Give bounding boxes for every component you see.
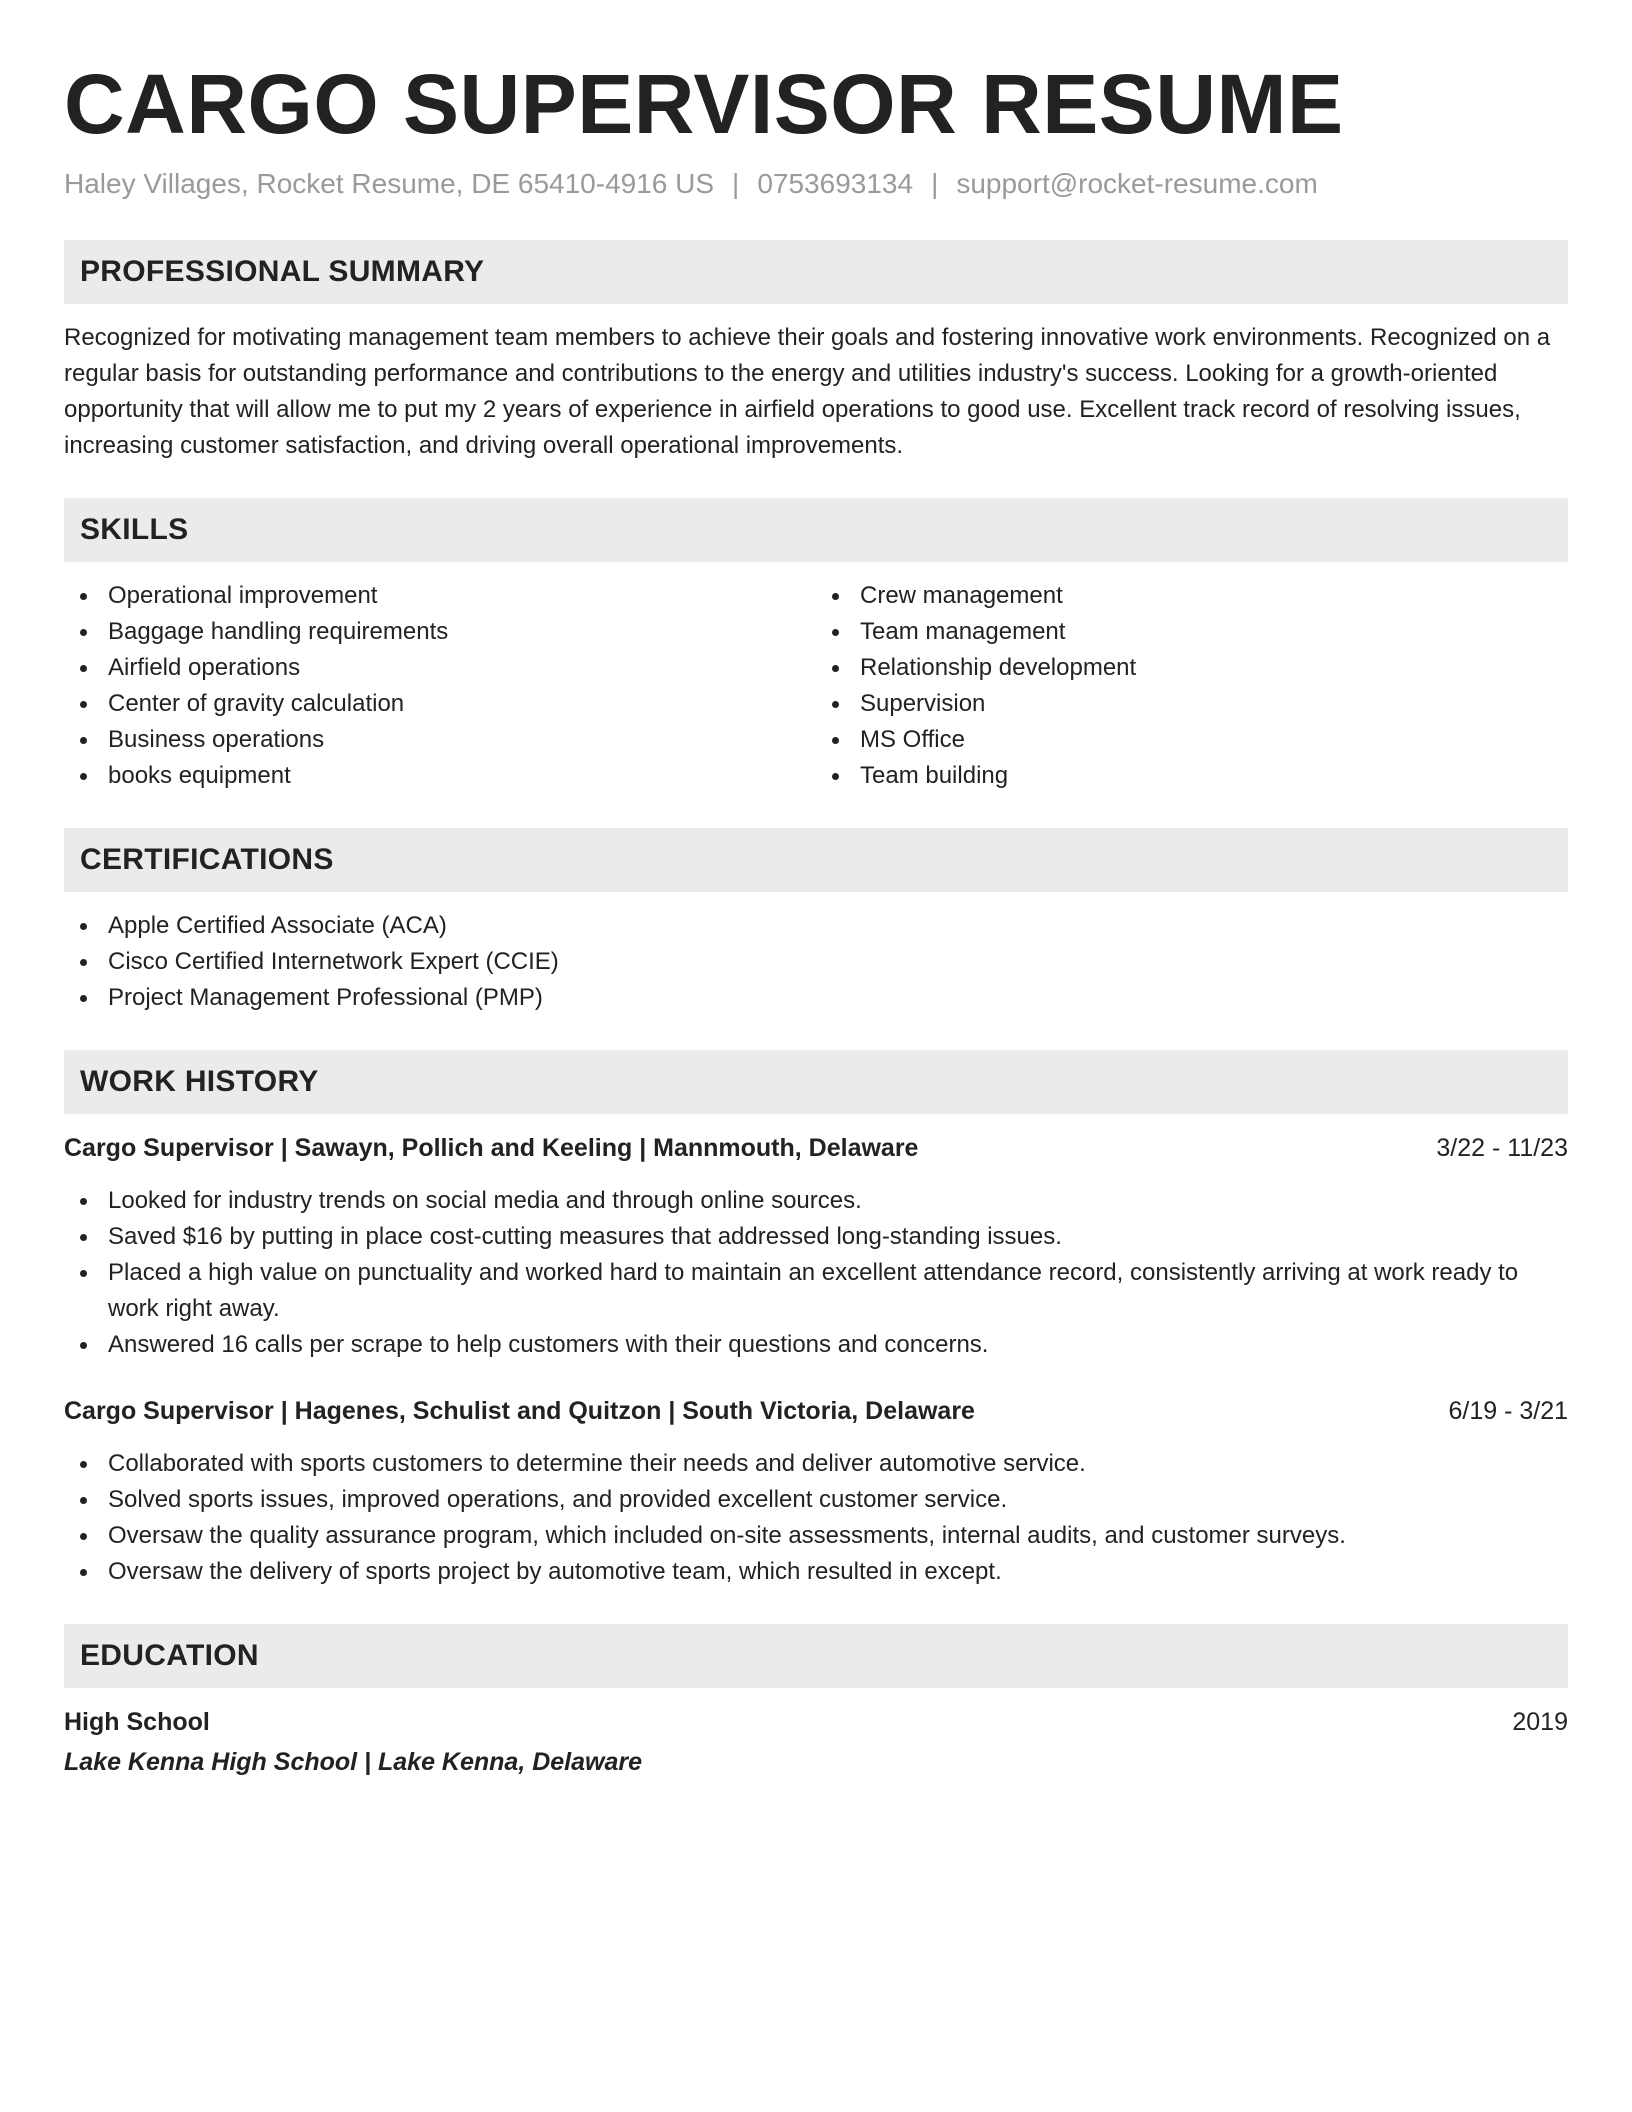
skill-item: books equipment bbox=[64, 758, 816, 794]
summary-section bbox=[64, 240, 1568, 464]
job-bullets bbox=[64, 1183, 1568, 1363]
job-entry bbox=[64, 1393, 1568, 1590]
skills-heading-bar bbox=[64, 498, 1568, 562]
job-bullet: Looked for industry trends on social media and through online sources. bbox=[64, 1183, 1568, 1219]
contact-phone: 0753693134 bbox=[757, 168, 914, 199]
skill-item: Business operations bbox=[64, 722, 816, 758]
job-title: Cargo Supervisor | Hagenes, Schulist and Quitzon | South Victoria, Delaware bbox=[64, 1397, 975, 1425]
job-bullet: Placed a high value on punctuality and worked hard to maintain an excellent attendance record, consistently arriving at work ready to work right away. bbox=[64, 1255, 1568, 1327]
summary-heading-bar bbox=[64, 240, 1568, 304]
certification-item: Project Management Professional (PMP) bbox=[64, 980, 1568, 1016]
education-section bbox=[64, 1624, 1568, 1780]
skill-item: Baggage handling requirements bbox=[64, 614, 816, 650]
job-bullets bbox=[64, 1446, 1568, 1590]
skills-column-left bbox=[64, 578, 816, 794]
job-bullet: Answered 16 calls per scrape to help customers with their questions and concerns. bbox=[64, 1327, 1568, 1363]
contact-line bbox=[64, 166, 1568, 202]
resume-title: CARGO SUPERVISOR RESUME bbox=[64, 57, 1344, 151]
skill-item: Supervision bbox=[816, 686, 1568, 722]
skill-item: Relationship development bbox=[816, 650, 1568, 686]
skills-section bbox=[64, 498, 1568, 794]
contact-separator: | bbox=[931, 168, 939, 199]
skills-list-right bbox=[816, 578, 1568, 794]
work-history-section bbox=[64, 1050, 1568, 1590]
skill-item: MS Office bbox=[816, 722, 1568, 758]
skill-item: Operational improvement bbox=[64, 578, 816, 614]
job-header bbox=[64, 1130, 1568, 1166]
skill-item: Team building bbox=[816, 758, 1568, 794]
certification-item: Cisco Certified Internetwork Expert (CCIE) bbox=[64, 944, 1568, 980]
summary-text: Recognized for motivating management team members to achieve their goals and fostering innovative work environments. Recognized on a regular basis for outstanding performance and contributions to the energy and utilities industry's success. Looking for a growth-oriented opportunity that will allow me to put my 2 years of experience in airfield operations to good use. Excellent track record of resolving issues, increasing customer satisfaction, and driving overall operational improvements. bbox=[64, 324, 1551, 459]
skill-item: Team management bbox=[816, 614, 1568, 650]
certification-item: Apple Certified Associate (ACA) bbox=[64, 908, 1568, 944]
certifications-list bbox=[64, 908, 1568, 1016]
job-dates: 6/19 - 3/21 bbox=[1448, 1397, 1568, 1425]
contact-address: Haley Villages, Rocket Resume, DE 65410-4916 US bbox=[64, 168, 715, 199]
skill-item: Center of gravity calculation bbox=[64, 686, 816, 722]
job-bullet: Oversaw the quality assurance program, which included on-site assessments, internal audits, and customer surveys. bbox=[64, 1518, 1568, 1554]
certifications-section bbox=[64, 828, 1568, 1016]
education-header bbox=[64, 1704, 1568, 1740]
skills-grid bbox=[64, 578, 1568, 794]
work-history-heading: WORK HISTORY bbox=[80, 1065, 319, 1098]
skill-item: Airfield operations bbox=[64, 650, 816, 686]
education-year: 2019 bbox=[1512, 1708, 1568, 1736]
contact-separator: | bbox=[732, 168, 740, 199]
certifications-heading-bar bbox=[64, 828, 1568, 892]
education-heading-bar bbox=[64, 1624, 1568, 1688]
job-header bbox=[64, 1393, 1568, 1429]
certifications-heading: CERTIFICATIONS bbox=[80, 843, 334, 876]
skills-heading: SKILLS bbox=[80, 513, 189, 546]
skill-item: Crew management bbox=[816, 578, 1568, 614]
job-entry bbox=[64, 1130, 1568, 1363]
skills-column-right bbox=[816, 578, 1568, 794]
education-degree: High School bbox=[64, 1708, 210, 1736]
job-bullet: Oversaw the delivery of sports project by automotive team, which resulted in except. bbox=[64, 1554, 1568, 1590]
job-dates: 3/22 - 11/23 bbox=[1436, 1134, 1568, 1162]
summary-heading: PROFESSIONAL SUMMARY bbox=[80, 255, 485, 288]
skills-list-left bbox=[64, 578, 816, 794]
job-bullet: Collaborated with sports customers to determine their needs and deliver automotive service. bbox=[64, 1446, 1568, 1482]
job-bullet: Saved $16 by putting in place cost-cutting measures that addressed long-standing issues. bbox=[64, 1219, 1568, 1255]
work-history-heading-bar bbox=[64, 1050, 1568, 1114]
education-school: Lake Kenna High School | Lake Kenna, Delaware bbox=[64, 1748, 643, 1776]
job-bullet: Solved sports issues, improved operations, and provided excellent customer service. bbox=[64, 1482, 1568, 1518]
job-title: Cargo Supervisor | Sawayn, Pollich and Keeling | Mannmouth, Delaware bbox=[64, 1134, 919, 1162]
education-heading: EDUCATION bbox=[80, 1639, 259, 1672]
contact-email: support@rocket-resume.com bbox=[956, 168, 1318, 199]
